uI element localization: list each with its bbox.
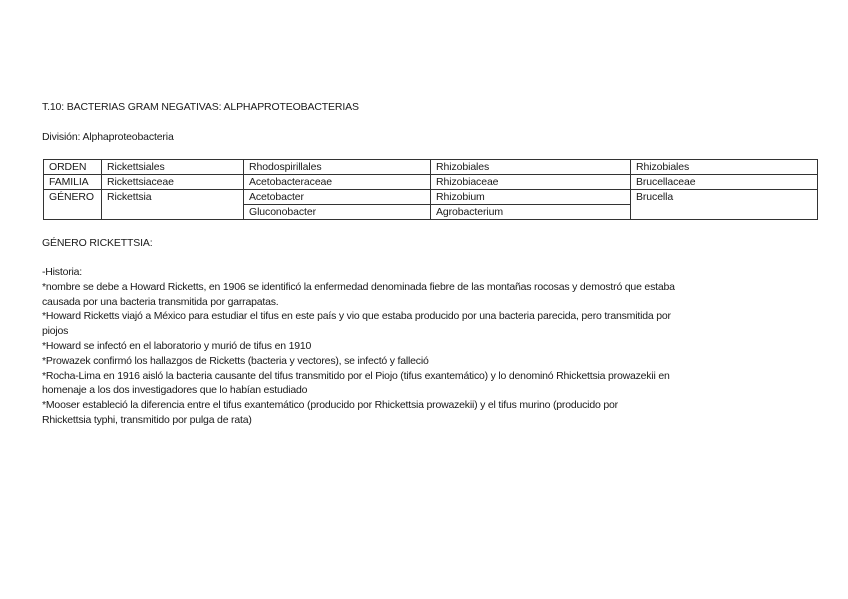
history-line: piojos bbox=[42, 325, 69, 338]
division-line: División: Alphaproteobacteria bbox=[42, 131, 174, 143]
table-cell: Rhizobium bbox=[431, 190, 631, 205]
history-line: *nombre se debe a Howard Ricketts, en 1906 se identificó la enfermedad denominada fiebre de las montañas rocosas y demostró que estaba bbox=[42, 280, 675, 293]
table-cell: Rhizobiales bbox=[431, 160, 631, 175]
table-cell: Rhodospirillales bbox=[244, 160, 431, 175]
table-cell: Rickettsia bbox=[102, 190, 244, 220]
table-row-orden bbox=[44, 160, 818, 175]
history-line: *Rocha-Lima en 1916 aisló la bacteria causante del tifus transmitido por el Piojo (tifus exantemático) y lo denominó Rhickettsia prowazekii en bbox=[42, 369, 670, 382]
table-cell: Rickettsiales bbox=[102, 160, 244, 175]
genus-heading: GÉNERO RICKETTSIA: bbox=[42, 237, 153, 249]
table-row-familia bbox=[44, 175, 818, 190]
history-line: *Howard Ricketts viajó a México para estudiar el tifus en este país y vio que estaba producido por una bacteria parecida, pero transmitida por bbox=[42, 310, 671, 323]
table-cell: Agrobacterium bbox=[431, 205, 631, 220]
table-cell: Rickettsiaceae bbox=[102, 175, 244, 190]
table-cell: GÉNERO bbox=[44, 190, 102, 220]
table-cell: FAMILIA bbox=[44, 175, 102, 190]
history-line: Rhickettsia typhi, transmitido por pulga de rata) bbox=[42, 413, 252, 426]
table-cell: Acetobacteraceae bbox=[244, 175, 431, 190]
history-section bbox=[42, 265, 787, 428]
history-line: *Howard se infectó en el laboratorio y murió de tifus en 1910 bbox=[42, 339, 312, 352]
history-line: *Prowazek confirmó los hallazgos de Ricketts (bacteria y vectores), se infectó y falleció bbox=[42, 354, 429, 367]
table-cell: Acetobacter bbox=[244, 190, 431, 205]
table-row-genero bbox=[44, 190, 818, 205]
history-line: homenaje a los dos investigadores que lo habían estudiado bbox=[42, 384, 308, 397]
history-line: *Mooser estableció la diferencia entre el tifus exantemático (producido por Rhickettsia prowazekii) y el tifus murino (producido por bbox=[42, 399, 618, 412]
table-cell: Rhizobiales bbox=[631, 160, 818, 175]
table-cell: ORDEN bbox=[44, 160, 102, 175]
table-cell: Rhizobiaceae bbox=[431, 175, 631, 190]
document-title: T.10: BACTERIAS GRAM NEGATIVAS: ALPHAPROTEOBACTERIAS bbox=[42, 101, 359, 113]
table-cell: Brucella bbox=[631, 190, 818, 220]
table-cell: Brucellaceae bbox=[631, 175, 818, 190]
history-line: causada por una bacteria transmitida por garrapatas. bbox=[42, 295, 279, 308]
table-cell: Gluconobacter bbox=[244, 205, 431, 220]
taxonomy-table bbox=[43, 159, 818, 220]
history-line: -Historia: bbox=[42, 266, 83, 278]
